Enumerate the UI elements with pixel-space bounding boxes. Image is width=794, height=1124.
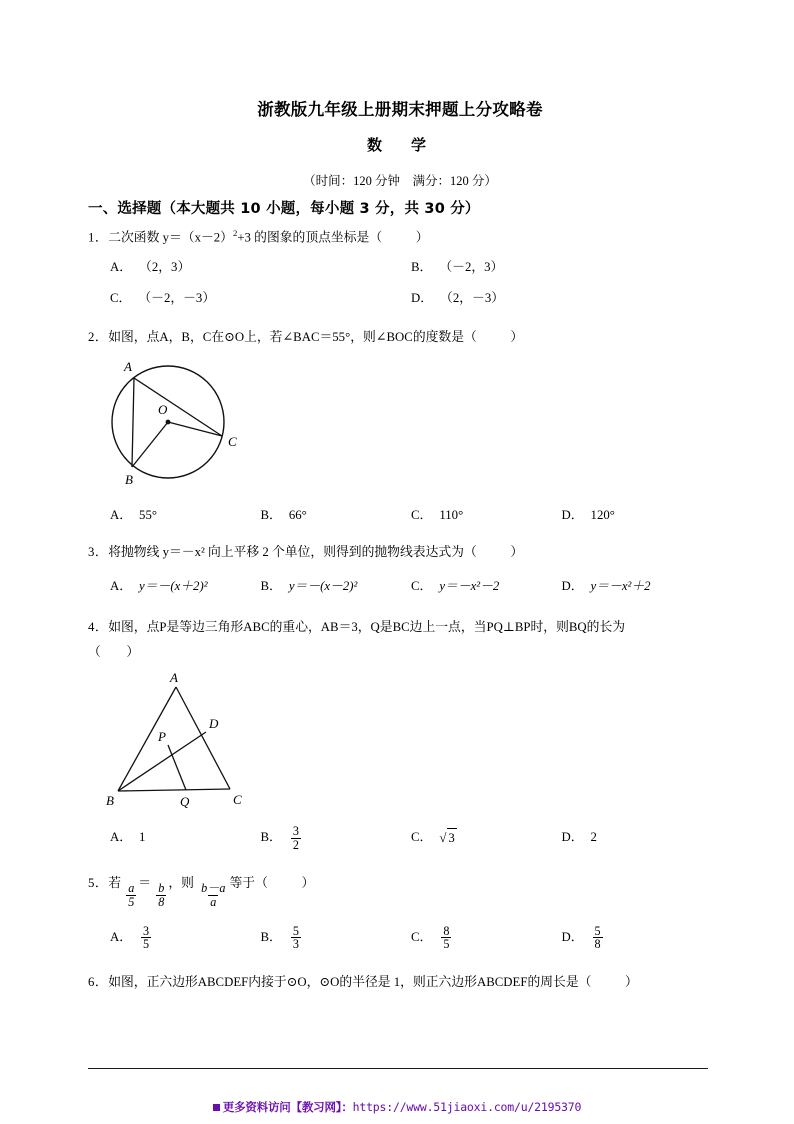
question-2-number: 2． (88, 330, 109, 345)
label-c: C (228, 433, 237, 449)
option-4b-numerator: 3 (292, 824, 299, 839)
question-5-frac1-numerator: a (128, 881, 135, 896)
option-2d-label: D． (561, 507, 584, 522)
option-1d[interactable] (411, 288, 712, 310)
option-5d-denominator: 8 (594, 937, 601, 952)
option-1c-label: C． (110, 291, 132, 306)
option-4b-denominator: 2 (292, 837, 299, 852)
question-5-options (88, 925, 712, 952)
label-a: A (170, 670, 178, 686)
option-3b[interactable] (261, 576, 412, 598)
option-1b-label: B． (411, 260, 433, 275)
question-3-stem-end: ） (510, 544, 524, 559)
question-1-stem-post: +3 的图象的顶点坐标是（ (237, 230, 383, 245)
option-4a-label: A． (110, 830, 133, 845)
segment-ab (118, 687, 176, 791)
option-3a-label: A． (110, 578, 133, 593)
footer-divider (88, 1068, 708, 1069)
question-5-frac3-denominator: a (210, 894, 217, 909)
option-4c-sqrt: √ 3 (439, 828, 456, 849)
option-4a-value: 1 (139, 830, 146, 845)
question-1-number: 1． (88, 230, 109, 245)
question-5-stem-mid-2: ，则 (168, 875, 194, 890)
option-2a[interactable] (110, 505, 261, 527)
option-4d-label: D． (561, 830, 584, 845)
option-2c[interactable] (411, 505, 562, 527)
question-5-fraction-1 (126, 882, 136, 909)
option-3b-value: y＝－(x－2)² (288, 578, 358, 593)
question-1 (88, 227, 712, 310)
question-1-stem-end: ） (415, 230, 429, 245)
label-b: B (106, 793, 114, 809)
option-2c-label: C． (411, 507, 433, 522)
option-3b-label: B． (260, 578, 282, 593)
segment-ab (132, 378, 134, 467)
segment-bc (118, 789, 230, 791)
label-o: O (158, 401, 168, 417)
option-3c-label: C． (411, 578, 433, 593)
option-4a[interactable] (110, 825, 261, 852)
option-5d[interactable] (562, 925, 713, 952)
option-4b[interactable] (261, 825, 412, 852)
option-1c[interactable] (110, 288, 411, 310)
option-5b-denominator: 3 (292, 937, 299, 952)
option-3a[interactable] (110, 576, 261, 598)
option-3a-value: y＝－(x＋2)² (139, 578, 208, 593)
page-title: 浙教版九年级上册期末押题上分攻略卷 (257, 100, 543, 119)
option-4b-label: B． (260, 830, 282, 845)
option-2b[interactable] (261, 505, 412, 527)
option-4c-radicand: 3 (447, 828, 456, 849)
question-5-number: 5． (88, 875, 109, 890)
page-content (88, 96, 712, 995)
question-2-stem-text: 如图，点A，B，C在⊙O上，若∠BAC＝55°，则∠BOC的度数是（ (108, 330, 477, 345)
question-6 (88, 973, 712, 993)
label-d: D (209, 716, 219, 732)
option-5d-fraction (593, 925, 603, 952)
option-1d-label: D． (411, 291, 434, 306)
option-5a-numerator: 3 (143, 923, 150, 938)
option-1c-value: （－2，－3） (138, 291, 216, 306)
option-1d-value: （2，－3） (440, 291, 505, 306)
footer-watermark (0, 1099, 794, 1115)
option-3d-label: D． (561, 578, 584, 593)
question-2-figure (88, 354, 712, 496)
question-6-number: 6． (88, 975, 109, 990)
question-5-fraction-3 (199, 882, 227, 909)
question-4-options (88, 825, 712, 852)
option-5c[interactable] (411, 925, 562, 952)
option-2a-label: A． (110, 507, 133, 522)
option-1b-value: （－2，3） (439, 260, 504, 275)
option-3c[interactable] (411, 576, 562, 598)
question-5-stem-pre: 若 (108, 875, 121, 890)
question-4-stem (88, 618, 712, 638)
footer-text: 更多资料访问【教习网】： (222, 1100, 353, 1114)
segment-ac (134, 378, 222, 436)
question-4 (88, 618, 712, 852)
label-b: B (125, 471, 133, 487)
option-4d[interactable] (562, 825, 713, 852)
question-4-stem-text: 如图，点P是等边三角形ABC的重心，AB＝3，Q是BC边上一点，当PQ⊥BP时，则BQ的长为 (108, 619, 626, 634)
question-5 (88, 874, 712, 951)
question-1-stem-pre: 二次函数 y＝（x－2） (108, 230, 233, 245)
question-1-options-row-2 (88, 288, 712, 310)
option-5c-denominator: 5 (443, 937, 450, 952)
segment-oc (168, 422, 222, 436)
option-5a-denominator: 5 (143, 937, 150, 952)
label-p: P (158, 729, 166, 745)
option-2a-value: 55° (139, 507, 157, 522)
segment-ac (176, 687, 230, 789)
option-5a-fraction (141, 925, 151, 952)
option-5d-label: D． (561, 929, 584, 944)
option-5d-numerator: 5 (594, 923, 601, 938)
option-4c-label: C． (411, 830, 433, 845)
question-4-figure (88, 669, 712, 816)
question-1-options-row-1 (88, 257, 712, 279)
question-3-stem-text: 将抛物线 y＝－x² 向上平移 2 个单位，则得到的抛物线表达式为（ (108, 544, 477, 559)
label-q: Q (180, 794, 190, 810)
option-1a[interactable] (110, 257, 411, 279)
option-3d-value: y＝－x²＋2 (590, 578, 651, 593)
bullet-square-icon (213, 1104, 220, 1111)
question-2 (88, 328, 712, 527)
option-5c-numerator: 8 (443, 923, 450, 938)
subject-title: 数 学 (366, 136, 433, 154)
question-3-options (88, 576, 712, 598)
question-4-stem-end: （ ） (88, 645, 140, 660)
question-5-stem (88, 874, 712, 909)
option-2c-value: 110° (439, 507, 464, 522)
question-1-exponent: 2 (232, 228, 238, 238)
option-2d[interactable] (562, 505, 713, 527)
question-5-fraction-2 (156, 882, 166, 909)
option-5b-numerator: 5 (292, 923, 299, 938)
footer-url: https://www.51jiaoxi.com/u/2195370 (352, 1100, 582, 1114)
question-6-stem-text: 如图，正六边形ABCDEF内接于⊙O，⊙O的半径是 1，则正六边形ABCDEF的周长是（ (108, 975, 592, 990)
label-c: C (233, 792, 242, 808)
center-point-o (166, 420, 171, 425)
question-5-frac2-numerator: b (158, 881, 165, 896)
option-4d-value: 2 (590, 830, 597, 845)
option-5b-label: B． (260, 929, 282, 944)
option-2b-value: 66° (288, 507, 307, 522)
question-5-frac3-numerator: b－a (201, 881, 226, 896)
option-3d[interactable] (562, 576, 713, 598)
option-2d-value: 120° (590, 507, 615, 522)
option-4b-fraction (291, 825, 301, 852)
option-5a[interactable] (110, 925, 261, 952)
option-5a-label: A． (110, 929, 133, 944)
segment-ob (132, 422, 168, 467)
exam-meta: （时间：120 分钟 满分：120 分） (303, 174, 497, 188)
option-3c-value: y＝－x²－2 (439, 578, 500, 593)
circle-inscribed-angle-diagram (96, 354, 286, 489)
question-5-frac2-denominator: 8 (158, 894, 165, 909)
option-1a-value: （2，3） (139, 260, 191, 275)
question-5-stem-mid-1: ＝ (138, 875, 152, 890)
question-6-stem-end: ） (625, 975, 638, 990)
question-3 (88, 543, 712, 598)
question-2-stem-end: ） (510, 330, 524, 345)
option-5b[interactable] (261, 925, 412, 952)
question-2-stem (88, 328, 712, 348)
equilateral-triangle-centroid-diagram (96, 669, 286, 809)
label-a: A (124, 358, 132, 374)
question-5-frac1-denominator: 5 (128, 894, 135, 909)
question-5-stem-end: ） (301, 875, 315, 890)
question-3-number: 3． (88, 544, 109, 559)
option-2b-label: B． (260, 507, 282, 522)
option-5c-fraction (441, 925, 451, 952)
option-1b[interactable] (411, 257, 712, 279)
option-1a-label: A． (110, 260, 133, 275)
question-1-stem (88, 227, 712, 248)
section-heading: 一、选择题（本大题共 10 小题，每小题 3 分，共 30 分） (88, 201, 480, 217)
option-5c-label: C． (411, 929, 433, 944)
question-3-stem (88, 543, 712, 563)
question-6-stem (88, 973, 712, 993)
option-4c[interactable] (411, 825, 562, 852)
question-2-options (88, 505, 712, 527)
question-5-stem-post: 等于（ (229, 875, 268, 890)
question-4-number: 4． (88, 619, 109, 634)
option-5b-fraction (291, 925, 301, 952)
